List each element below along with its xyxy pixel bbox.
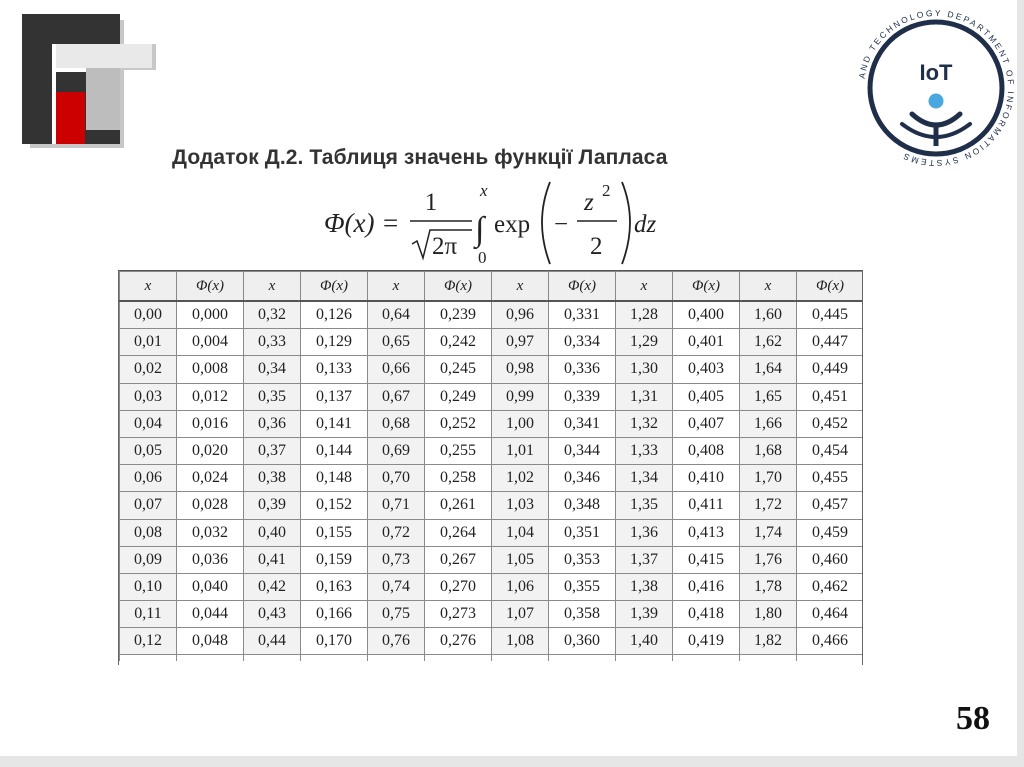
cell-phi: 0,415 — [673, 546, 740, 573]
cell-x: 1,03 — [492, 492, 549, 519]
cell-x: 1,76 — [740, 546, 797, 573]
cell-phi: 0,460 — [797, 546, 864, 573]
table-row — [120, 601, 864, 628]
cell-x: 1,04 — [492, 519, 549, 546]
cell-empty — [368, 655, 425, 662]
cell-phi: 0,028 — [177, 492, 244, 519]
integral-sign: ∫ — [475, 211, 485, 248]
cell-phi: 0,411 — [673, 492, 740, 519]
cell-x: 0,42 — [244, 573, 301, 600]
cell-x: 0,06 — [120, 465, 177, 492]
column-header-phi: Φ(x) — [673, 272, 740, 302]
cell-x: 1,78 — [740, 573, 797, 600]
cell-x: 1,70 — [740, 465, 797, 492]
cell-x: 0,12 — [120, 628, 177, 655]
cell-x: 1,30 — [616, 356, 673, 383]
cell-x: 1,33 — [616, 437, 673, 464]
cell-x: 0,96 — [492, 301, 549, 329]
page-title: Додаток Д.2. Таблиця значень функції Лапласа — [172, 146, 668, 169]
cell-x: 0,11 — [120, 601, 177, 628]
cell-x: 0,41 — [244, 546, 301, 573]
cell-phi: 0,249 — [425, 383, 492, 410]
cell-phi: 0,129 — [301, 329, 368, 356]
cell-phi: 0,170 — [301, 628, 368, 655]
cell-phi: 0,008 — [177, 356, 244, 383]
cell-empty — [673, 655, 740, 662]
formula-numerator: 1 — [424, 189, 438, 216]
cell-x: 0,02 — [120, 356, 177, 383]
cell-phi: 0,044 — [177, 601, 244, 628]
cell-phi: 0,276 — [425, 628, 492, 655]
column-header-phi: Φ(x) — [549, 272, 616, 302]
cell-phi: 0,419 — [673, 628, 740, 655]
cell-x: 1,06 — [492, 573, 549, 600]
cell-phi: 0,405 — [673, 383, 740, 410]
column-header-x: x — [740, 272, 797, 302]
cell-x: 0,05 — [120, 437, 177, 464]
cell-x: 0,98 — [492, 356, 549, 383]
cell-x: 1,72 — [740, 492, 797, 519]
cell-phi: 0,339 — [549, 383, 616, 410]
cell-phi: 0,252 — [425, 410, 492, 437]
cell-x: 0,64 — [368, 301, 425, 329]
cell-phi: 0,462 — [797, 573, 864, 600]
cell-x: 0,97 — [492, 329, 549, 356]
column-header-phi: Φ(x) — [301, 272, 368, 302]
cell-phi: 0,264 — [425, 519, 492, 546]
cell-phi: 0,000 — [177, 301, 244, 329]
cell-x: 0,70 — [368, 465, 425, 492]
cell-phi: 0,048 — [177, 628, 244, 655]
cell-x: 0,09 — [120, 546, 177, 573]
cell-phi: 0,163 — [301, 573, 368, 600]
cell-phi: 0,032 — [177, 519, 244, 546]
cell-x: 0,67 — [368, 383, 425, 410]
cell-x: 1,40 — [616, 628, 673, 655]
cell-phi: 0,416 — [673, 573, 740, 600]
cell-x: 1,80 — [740, 601, 797, 628]
cell-x: 1,39 — [616, 601, 673, 628]
cell-x: 0,32 — [244, 301, 301, 329]
cell-empty — [740, 655, 797, 662]
cell-x: 1,08 — [492, 628, 549, 655]
cell-phi: 0,258 — [425, 465, 492, 492]
cell-empty — [425, 655, 492, 662]
cell-phi: 0,358 — [549, 601, 616, 628]
cell-phi: 0,451 — [797, 383, 864, 410]
cell-empty — [177, 655, 244, 662]
cell-x: 0,74 — [368, 573, 425, 600]
cell-x: 1,28 — [616, 301, 673, 329]
cell-x: 1,34 — [616, 465, 673, 492]
cell-phi: 0,152 — [301, 492, 368, 519]
cell-x: 0,37 — [244, 437, 301, 464]
formula-minus: − — [554, 211, 569, 238]
cell-phi: 0,331 — [549, 301, 616, 329]
cell-x: 0,08 — [120, 519, 177, 546]
cell-phi: 0,133 — [301, 356, 368, 383]
cell-x: 0,68 — [368, 410, 425, 437]
column-header-x: x — [368, 272, 425, 302]
cell-phi: 0,239 — [425, 301, 492, 329]
cell-phi: 0,024 — [177, 465, 244, 492]
cell-phi: 0,360 — [549, 628, 616, 655]
table-row — [120, 410, 864, 437]
cell-x: 1,35 — [616, 492, 673, 519]
cell-x: 0,39 — [244, 492, 301, 519]
cell-phi: 0,410 — [673, 465, 740, 492]
column-header-phi: Φ(x) — [425, 272, 492, 302]
cell-x: 1,60 — [740, 301, 797, 329]
cell-phi: 0,407 — [673, 410, 740, 437]
table-row — [120, 465, 864, 492]
cell-x: 0,40 — [244, 519, 301, 546]
cell-x: 0,65 — [368, 329, 425, 356]
column-header-phi: Φ(x) — [177, 272, 244, 302]
formula-power: 2 — [602, 181, 611, 200]
cell-x: 0,35 — [244, 383, 301, 410]
cell-x: 1,82 — [740, 628, 797, 655]
cell-empty — [549, 655, 616, 662]
cell-x: 1,68 — [740, 437, 797, 464]
cell-phi: 0,418 — [673, 601, 740, 628]
table-row — [120, 492, 864, 519]
cell-phi: 0,016 — [177, 410, 244, 437]
ft-logo — [0, 0, 170, 160]
formula-lower-limit: 0 — [478, 248, 487, 267]
cell-x: 0,34 — [244, 356, 301, 383]
seal-iot-text: IoT — [919, 60, 953, 85]
cell-phi: 0,455 — [797, 465, 864, 492]
column-header-x: x — [120, 272, 177, 302]
cell-phi: 0,403 — [673, 356, 740, 383]
cell-x: 1,02 — [492, 465, 549, 492]
cell-x: 0,03 — [120, 383, 177, 410]
cell-phi: 0,270 — [425, 573, 492, 600]
cell-empty — [492, 655, 549, 662]
table-row — [120, 546, 864, 573]
table-row — [120, 519, 864, 546]
formula-denominator: 2π — [432, 233, 458, 260]
cell-x: 0,44 — [244, 628, 301, 655]
cell-phi: 0,155 — [301, 519, 368, 546]
cell-phi: 0,447 — [797, 329, 864, 356]
cell-x: 1,38 — [616, 573, 673, 600]
cell-phi: 0,137 — [301, 383, 368, 410]
cell-x: 0,33 — [244, 329, 301, 356]
cell-phi: 0,012 — [177, 383, 244, 410]
table-row — [120, 383, 864, 410]
cell-x: 0,36 — [244, 410, 301, 437]
iot-department-seal — [850, 2, 1022, 174]
cell-x: 1,00 — [492, 410, 549, 437]
cell-phi: 0,148 — [301, 465, 368, 492]
cell-x: 1,64 — [740, 356, 797, 383]
cell-empty — [244, 655, 301, 662]
cell-phi: 0,401 — [673, 329, 740, 356]
table-row-cutoff — [120, 655, 864, 662]
column-header-x: x — [492, 272, 549, 302]
table-row — [120, 356, 864, 383]
cell-empty — [797, 655, 864, 662]
seal-ring-text: AND TECHNOLOGY DEPARTMENT OF INFORMATION SYSTEMS — [856, 7, 1017, 169]
cell-x: 0,07 — [120, 492, 177, 519]
column-header-x: x — [244, 272, 301, 302]
cell-x: 1,66 — [740, 410, 797, 437]
table-row — [120, 573, 864, 600]
cell-x: 1,05 — [492, 546, 549, 573]
cell-phi: 0,020 — [177, 437, 244, 464]
cell-phi: 0,413 — [673, 519, 740, 546]
cell-x: 0,04 — [120, 410, 177, 437]
cell-x: 1,36 — [616, 519, 673, 546]
cell-phi: 0,459 — [797, 519, 864, 546]
cell-empty — [616, 655, 673, 662]
column-header-phi: Φ(x) — [797, 272, 864, 302]
cell-phi: 0,445 — [797, 301, 864, 329]
laplace-formula — [322, 174, 667, 270]
formula-z: z — [584, 189, 594, 216]
table-header-row — [120, 272, 864, 302]
cell-phi: 0,457 — [797, 492, 864, 519]
cell-x: 0,72 — [368, 519, 425, 546]
cell-x: 1,62 — [740, 329, 797, 356]
cell-empty — [120, 655, 177, 662]
cell-x: 0,43 — [244, 601, 301, 628]
table-row — [120, 301, 864, 329]
cell-x: 1,29 — [616, 329, 673, 356]
cell-x: 0,99 — [492, 383, 549, 410]
cell-phi: 0,267 — [425, 546, 492, 573]
cell-phi: 0,400 — [673, 301, 740, 329]
cell-phi: 0,126 — [301, 301, 368, 329]
cell-phi: 0,346 — [549, 465, 616, 492]
cell-phi: 0,348 — [549, 492, 616, 519]
cell-x: 1,37 — [616, 546, 673, 573]
cell-phi: 0,334 — [549, 329, 616, 356]
cell-x: 0,69 — [368, 437, 425, 464]
formula-frac-den: 2 — [590, 233, 603, 260]
cell-phi: 0,353 — [549, 546, 616, 573]
cell-x: 0,71 — [368, 492, 425, 519]
cell-x: 0,38 — [244, 465, 301, 492]
table-row — [120, 628, 864, 655]
cell-x: 1,32 — [616, 410, 673, 437]
cell-x: 1,74 — [740, 519, 797, 546]
laplace-table — [119, 271, 863, 661]
cell-phi: 0,273 — [425, 601, 492, 628]
cell-x: 1,01 — [492, 437, 549, 464]
cell-phi: 0,159 — [301, 546, 368, 573]
cell-phi: 0,449 — [797, 356, 864, 383]
formula-exp: exp — [494, 211, 531, 238]
cell-phi: 0,336 — [549, 356, 616, 383]
table-row — [120, 329, 864, 356]
cell-phi: 0,166 — [301, 601, 368, 628]
seal-dot-icon — [929, 94, 944, 109]
cell-phi: 0,242 — [425, 329, 492, 356]
cell-phi: 0,245 — [425, 356, 492, 383]
cell-phi: 0,036 — [177, 546, 244, 573]
cell-phi: 0,351 — [549, 519, 616, 546]
cell-x: 0,66 — [368, 356, 425, 383]
cell-phi: 0,040 — [177, 573, 244, 600]
cell-phi: 0,466 — [797, 628, 864, 655]
cell-phi: 0,004 — [177, 329, 244, 356]
column-header-x: x — [616, 272, 673, 302]
cell-phi: 0,141 — [301, 410, 368, 437]
formula-lhs: Φ(x) = — [324, 208, 400, 238]
cell-phi: 0,261 — [425, 492, 492, 519]
cell-phi: 0,144 — [301, 437, 368, 464]
cell-x: 0,76 — [368, 628, 425, 655]
laplace-table-container — [118, 270, 863, 665]
cell-phi: 0,408 — [673, 437, 740, 464]
cell-x: 0,10 — [120, 573, 177, 600]
cell-x: 0,01 — [120, 329, 177, 356]
cell-phi: 0,255 — [425, 437, 492, 464]
cell-phi: 0,341 — [549, 410, 616, 437]
formula-upper-limit: x — [480, 181, 488, 200]
cell-phi: 0,344 — [549, 437, 616, 464]
cell-x: 1,07 — [492, 601, 549, 628]
cell-x: 1,65 — [740, 383, 797, 410]
cell-empty — [301, 655, 368, 662]
page-number: 58 — [956, 700, 990, 737]
formula-dz: dz — [634, 211, 657, 238]
table-row — [120, 437, 864, 464]
cell-x: 0,73 — [368, 546, 425, 573]
cell-x: 0,75 — [368, 601, 425, 628]
cell-phi: 0,355 — [549, 573, 616, 600]
cell-phi: 0,452 — [797, 410, 864, 437]
cell-x: 0,00 — [120, 301, 177, 329]
cell-x: 1,31 — [616, 383, 673, 410]
cell-phi: 0,464 — [797, 601, 864, 628]
cell-phi: 0,454 — [797, 437, 864, 464]
